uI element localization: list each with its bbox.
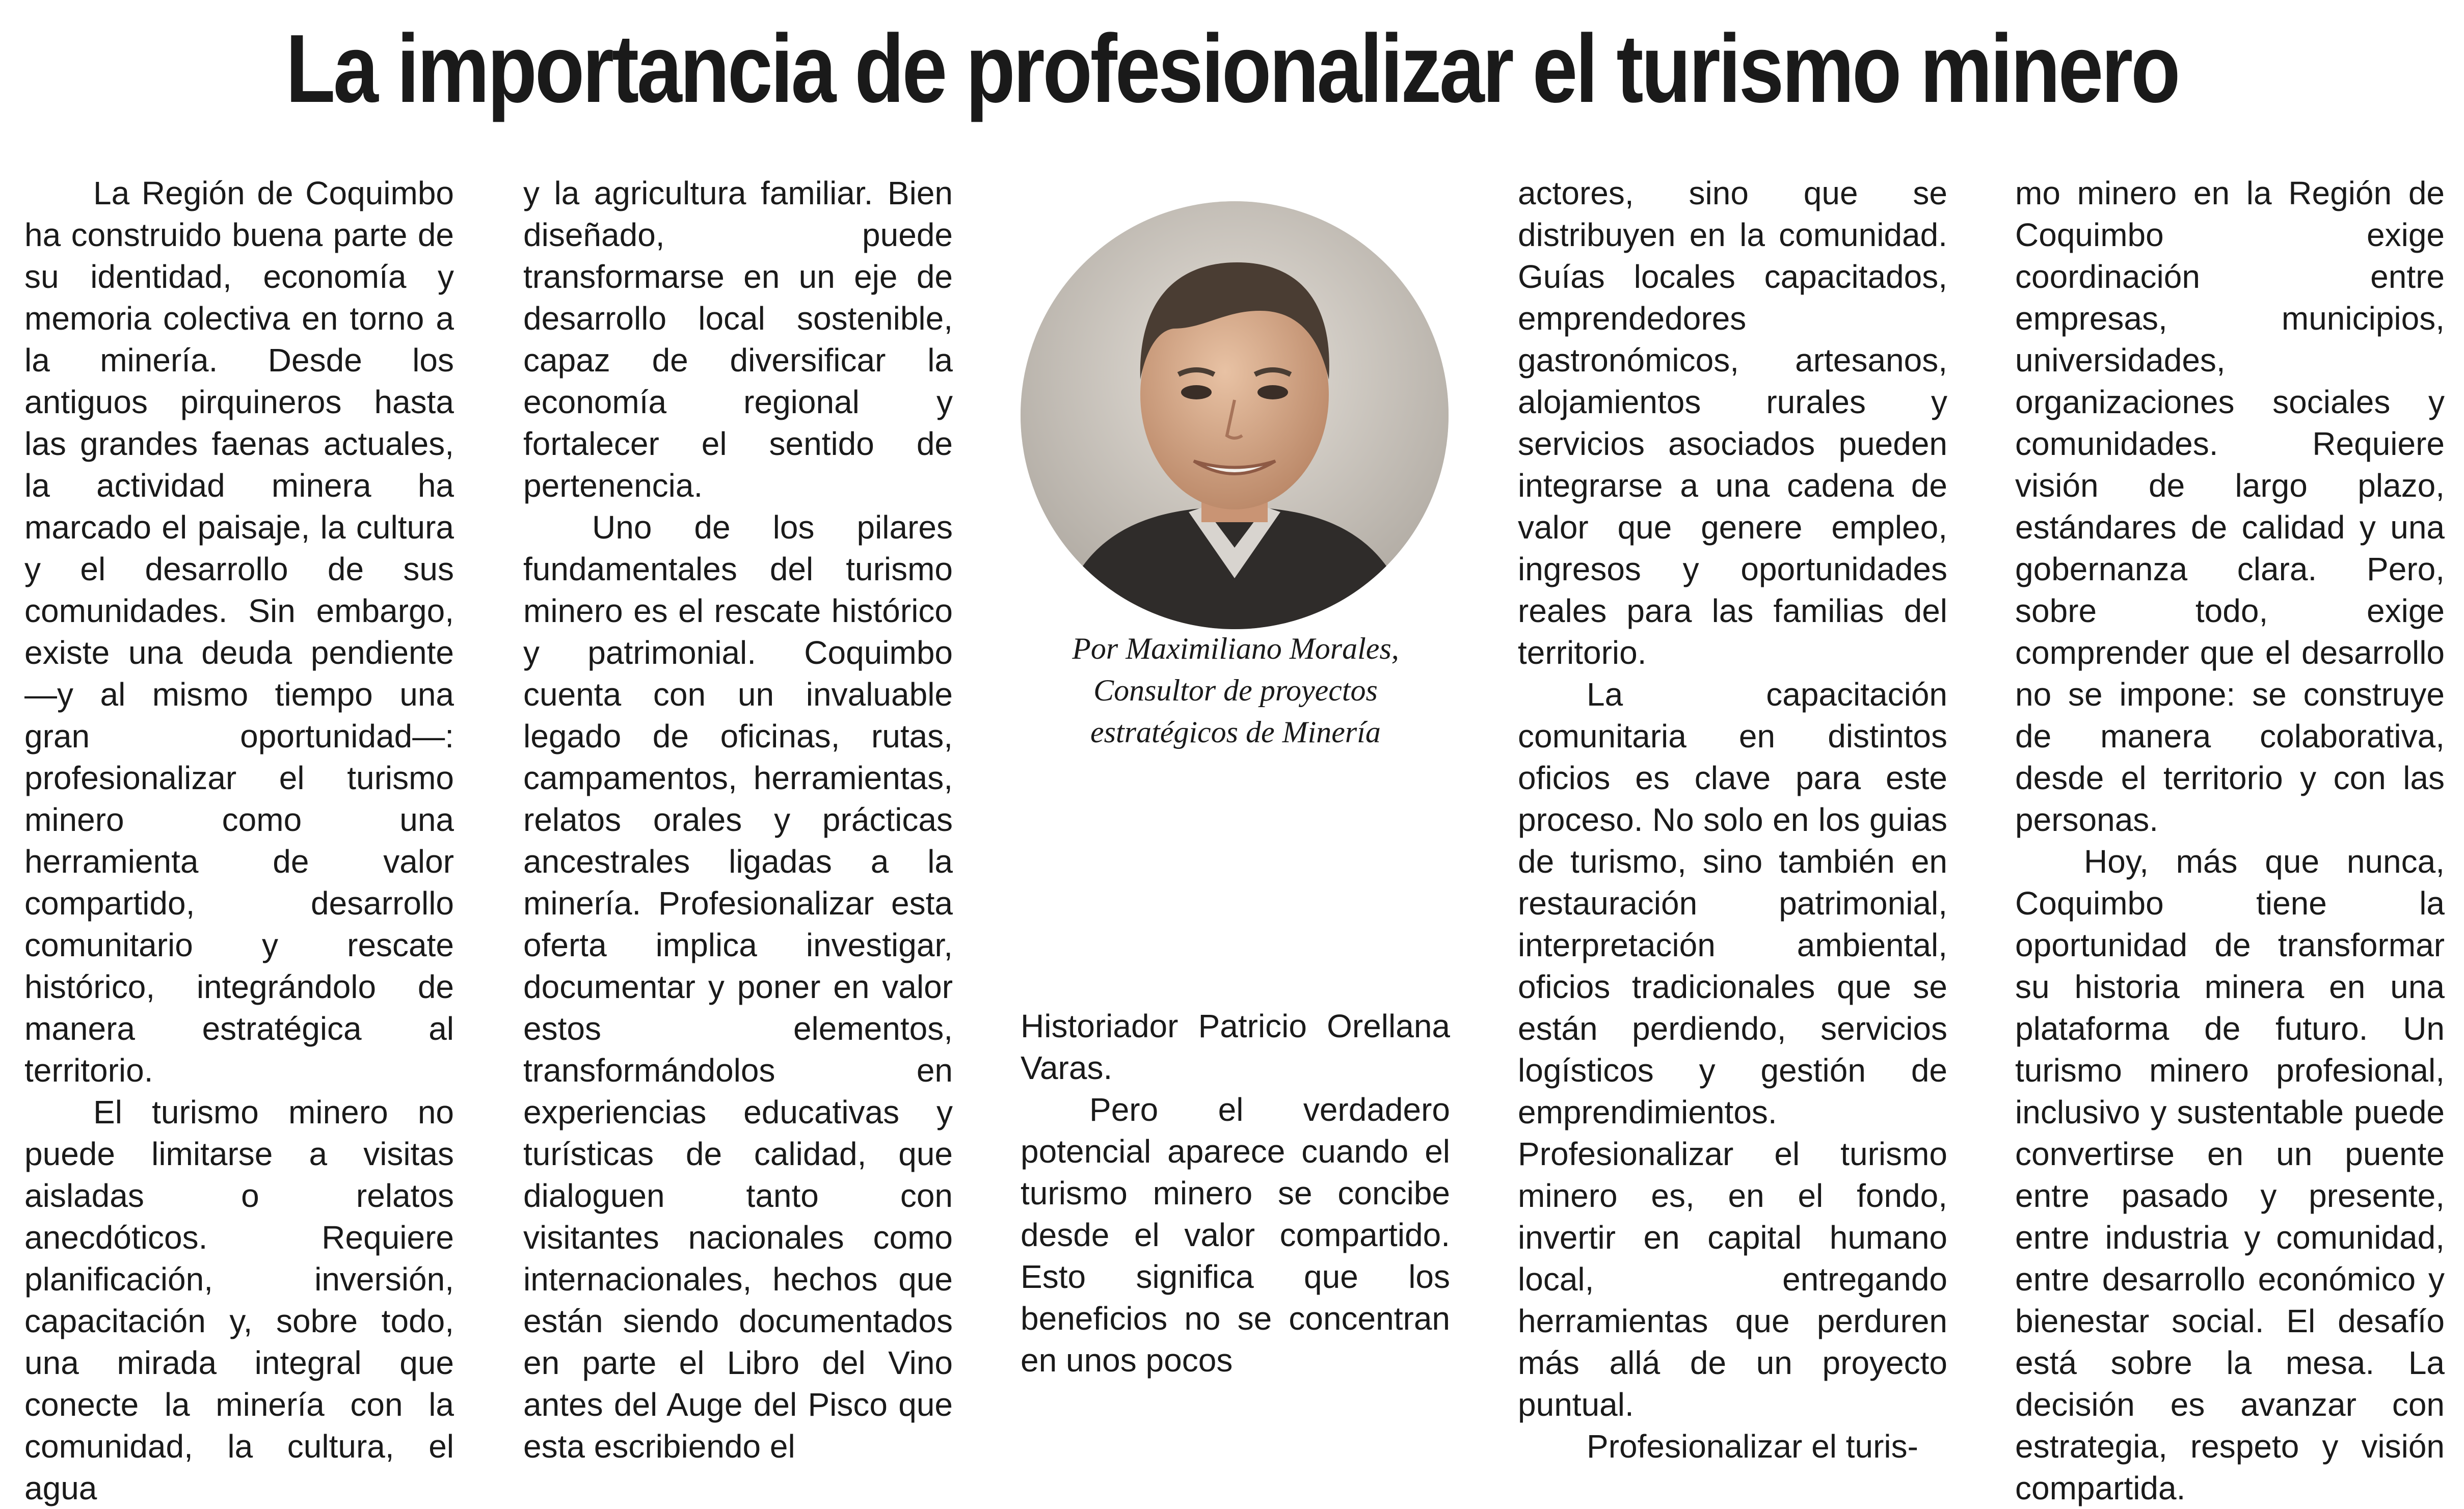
paragraph: El turismo minero no puede limitarse a visitas aisladas o relatos anecdóticos. Requiere planificación, inversión, capacitación y, sobre todo, una mirada integral que conecte la minería con la comunidad, la cultura, el agua [24, 1094, 454, 1506]
paragraph: La Región de Coquimbo ha construido buena parte de su identidad, economía y memoria colectiva en torno a la minería. Desde los antiguos pirquineros hasta las grandes faenas actuales, la actividad minera ha marcado el paisaje, la cultura y el desarrollo de sus comunidades. Sin embargo, existe una deuda pendiente —y al mismo tiempo una gran oportunidad—: profesionalizar el turismo minero como una herramienta de valor compartido, desarrollo comunitario y rescate histórico, integrándolo de manera estratégica al territorio. [24, 175, 454, 1089]
paragraph: y la agricultura familiar. Bien diseñado, puede transformarse en un eje de desarrollo local sostenible, capaz de diversificar la economía regional y fortalecer el sentido de pertenencia. [523, 175, 953, 504]
article-column-4 [1518, 172, 1947, 1467]
paragraph: Profesionalizar el turis- [1587, 1428, 1918, 1465]
article-column-3 [1021, 1005, 1450, 1381]
author-photo [1021, 201, 1449, 629]
paragraph: mo minero en la Región de Coquimbo exige coordinación entre empresas, municipios, universidades, organizaciones sociales y comunidades. Requiere visión de largo plazo, estándares de calidad y una gobernanza clara. Pero, sobre todo, exige comprender que el desarrollo no se impone: se construye de manera colaborativa, desde el territorio y con las personas. [2015, 175, 2445, 838]
article-column-2 [523, 172, 953, 1467]
author-caption [1009, 628, 1462, 753]
article-column-1 [24, 172, 454, 1509]
author-caption-line: estratégicos de Minería [1090, 715, 1381, 749]
author-caption-line: Por Maximiliano Morales, [1072, 632, 1399, 665]
paragraph: Historiador Patricio Orellana Varas. [1021, 1008, 1450, 1086]
headline: La importancia de profesionalizar el turismo minero [285, 15, 2179, 123]
paragraph: Uno de los pilares fundamentales del turismo minero es el rescate histórico y patrimonial. Coquimbo cuenta con un invaluable legado de oficinas, rutas, campamentos, herramientas, relatos orales y prácticas ancestrales ligadas a la minería. Profesionalizar esta oferta implica investigar, documentar y poner en valor estos elementos, transformándolos en experiencias educativas y turísticas de calidad, que dialoguen tanto con visitantes nacionales como internacionales, hechos que están siendo documentados en parte el Libro del Vino antes del Auge del Pisco que esta escribiendo el [523, 509, 953, 1465]
author-caption-line: Consultor de proyectos [1093, 673, 1378, 707]
paragraph: Hoy, más que nunca, Coquimbo tiene la oportunidad de transformar su historia minera en una plataforma de futuro. Un turismo minero profesional, inclusivo y sustentable puede convertirse en un puente entre pasado y presente, entre industria y comunidad, entre desarrollo económico y bienestar social. El desafío está sobre la mesa. La decisión es avanzar con estrategia, respeto y visión compartida. [2015, 843, 2445, 1506]
paragraph: Pero el verdadero potencial aparece cuando el turismo minero se concibe desde el valor compartido. Esto significa que los beneficios no se concentran en unos pocos [1021, 1091, 1450, 1379]
paragraph: La capacitación comunitaria en distintos oficios es clave para este proceso. No solo en los guias de turismo, sino también en restauración patrimonial, interpretación ambiental, oficios tradicionales que se están perdiendo, servicios logísticos y gestión de emprendimientos. Profesionalizar el turismo minero es, en el fondo, invertir en capital humano local, entregando herramientas que perduren más allá de un proyecto puntual. [1518, 676, 1947, 1423]
article-column-5 [2015, 172, 2445, 1509]
paragraph: actores, sino que se distribuyen en la comunidad. Guías locales capacitados, emprendedores gastronómicos, artesanos, alojamientos rurales y servicios asociados pueden integrarse a una cadena de valor que genere empleo, ingresos y oportunidades reales para las familias del territorio. [1518, 175, 1947, 671]
author-photo-illustration [1021, 201, 1449, 629]
